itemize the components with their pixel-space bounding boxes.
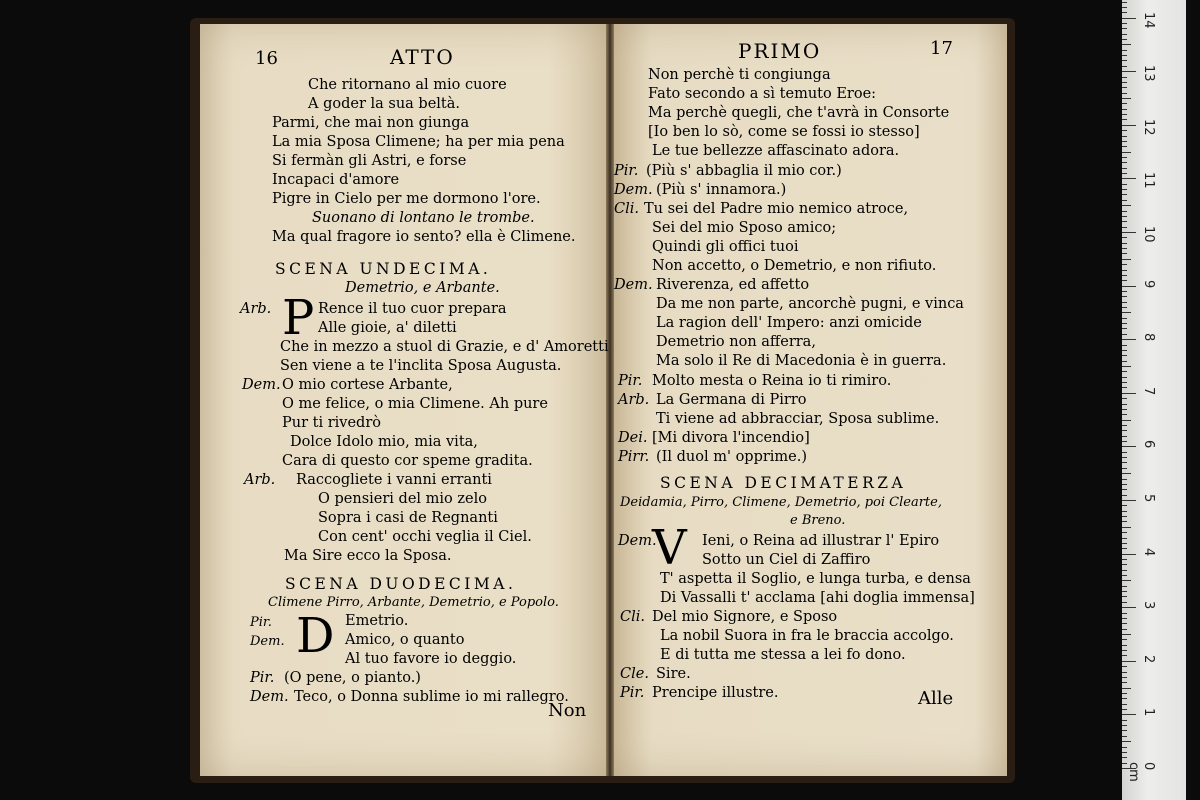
ruler-tick <box>1122 623 1127 624</box>
ruler-tick <box>1122 28 1127 29</box>
ruler-tick <box>1122 698 1127 699</box>
text-line: (O pene, o pianto.) <box>284 670 421 686</box>
text-line: La Germana di Pirro <box>656 392 807 408</box>
ruler-tick <box>1122 18 1136 19</box>
ruler-tick <box>1122 521 1127 522</box>
text-line: Quindi gli offici tuoi <box>652 239 799 255</box>
ruler-tick <box>1122 205 1131 206</box>
ruler-tick <box>1122 393 1136 394</box>
ruler-tick <box>1122 688 1131 689</box>
ruler-tick <box>1122 505 1127 506</box>
ruler-tick <box>1122 264 1127 265</box>
ruler-tick <box>1122 237 1127 238</box>
ruler-tick <box>1122 302 1127 303</box>
text-line: Del mio Signore, e Sposo <box>652 609 838 625</box>
text-line: Ieni, o Reina ad illustrar l' Epiro <box>702 533 940 549</box>
ruler-tick <box>1122 672 1127 673</box>
ruler-tick <box>1122 500 1136 501</box>
ruler-label: 8 <box>1141 333 1156 342</box>
stage-direction: Suonano di lontano le trombe. <box>312 210 535 226</box>
ruler-tick <box>1122 109 1127 110</box>
ruler-tick <box>1122 307 1127 308</box>
text-line: Sopra i casi de Regnanti <box>318 510 498 526</box>
ruler-label: 14 <box>1141 11 1156 29</box>
ruler-label: 7 <box>1141 386 1156 396</box>
ruler-tick <box>1122 103 1127 104</box>
ruler-tick <box>1122 162 1127 163</box>
ruler-tick <box>1122 452 1127 453</box>
ruler-tick <box>1122 409 1127 410</box>
text-line: (Più s' abbaglia il mio cor.) <box>646 163 842 179</box>
ruler-tick <box>1122 339 1136 340</box>
ruler-tick <box>1122 538 1127 539</box>
ruler-tick <box>1122 243 1127 244</box>
ruler-tick <box>1122 709 1127 710</box>
right-page-number: 17 <box>930 38 953 59</box>
ruler-tick <box>1122 184 1127 185</box>
measuring-ruler <box>1122 0 1186 800</box>
ruler-tick <box>1122 366 1131 367</box>
ruler-tick <box>1122 232 1136 233</box>
ruler-tick <box>1122 613 1127 614</box>
speaker: Cli. <box>620 609 645 625</box>
text-line: Ma qual fragore io sento? ella è Climene. <box>272 229 576 245</box>
speaker: Dem. <box>618 533 657 549</box>
ruler-tick <box>1122 77 1127 78</box>
ruler-tick <box>1122 516 1127 517</box>
ruler-label: 10 <box>1141 226 1156 243</box>
ruler-tick <box>1122 430 1127 431</box>
ruler-tick <box>1122 462 1127 463</box>
text-line: [Mi divora l'incendio] <box>652 430 810 446</box>
ruler-tick <box>1122 741 1131 742</box>
ruler-tick <box>1122 350 1127 351</box>
scene-11-title: SCENA UNDECIMA. <box>275 260 492 278</box>
text-line: Sotto un Ciel di Zaffiro <box>702 552 871 568</box>
right-catchword: Alle <box>918 688 954 709</box>
ruler-tick <box>1122 602 1127 603</box>
ruler-tick <box>1122 328 1127 329</box>
ruler-tick <box>1122 677 1127 678</box>
ruler-tick <box>1122 457 1127 458</box>
ruler-label: 4 <box>1141 547 1156 556</box>
ruler-tick <box>1122 591 1127 592</box>
ruler-tick <box>1122 468 1127 469</box>
right-page-header: PRIMO <box>738 39 822 63</box>
left-page-header: ATTO <box>390 45 455 69</box>
ruler-tick <box>1122 44 1131 45</box>
ruler-tick <box>1122 355 1127 356</box>
text-line: La ragion dell' Impero: anzi omicide <box>656 315 922 331</box>
text-line: Ti viene ad abbracciar, Sposa sublime. <box>656 411 940 427</box>
ruler-tick <box>1122 548 1127 549</box>
ruler-tick <box>1122 564 1127 565</box>
text-line: O me felice, o mia Climene. Ah pure <box>282 396 548 412</box>
ruler-tick <box>1122 114 1127 115</box>
ruler-tick <box>1122 7 1127 8</box>
text-line: Riverenza, ed affetto <box>656 277 810 293</box>
ruler-label: 13 <box>1141 65 1156 82</box>
ruler-tick <box>1122 125 1136 126</box>
ruler-tick <box>1122 50 1127 51</box>
text-line: Si fermàn gli Astri, e forse <box>272 153 467 169</box>
ruler-label: 3 <box>1141 601 1156 610</box>
ruler-tick <box>1122 752 1127 753</box>
text-line: Rence il tuo cuor prepara <box>318 301 507 317</box>
speaker: Cle. <box>620 666 649 682</box>
text-line: Incapaci d'amore <box>272 172 400 188</box>
ruler-tick <box>1122 757 1127 758</box>
ruler-tick <box>1122 596 1127 597</box>
ruler-tick <box>1122 211 1127 212</box>
ruler-tick <box>1122 436 1127 437</box>
drop-cap: V <box>652 520 687 576</box>
ruler-tick <box>1122 82 1127 83</box>
ruler-tick <box>1122 98 1131 99</box>
speaker: Pir. <box>620 685 645 701</box>
text-line: Molto mesta o Reina io ti rimiro. <box>652 373 892 389</box>
text-line: Di Vassalli t' acclama [ahi doglia immensa] <box>660 590 975 606</box>
text-line: E di tutta me stessa a lei fo dono. <box>660 647 906 663</box>
text-line: Emetrio. <box>345 613 409 629</box>
ruler-tick <box>1122 489 1127 490</box>
ruler-tick <box>1122 446 1136 447</box>
text-line: Sen viene a te l'inclita Sposa Augusta. <box>280 358 562 374</box>
speaker: Dem. <box>250 689 289 705</box>
speaker: Dem. <box>614 182 653 198</box>
ruler-tick <box>1122 414 1127 415</box>
text-line: Cara di questo cor speme gradita. <box>282 453 533 469</box>
ruler-tick <box>1122 398 1127 399</box>
ruler-label: 0 cm <box>1126 762 1156 782</box>
text-line: Fato secondo a sì temuto Eroe: <box>648 86 877 102</box>
ruler-tick <box>1122 586 1127 587</box>
scene-13-cast: Deidamia, Pirro, Climene, Demetrio, poi Clearte, <box>620 495 942 510</box>
ruler-tick <box>1122 168 1127 169</box>
ruler-tick <box>1122 318 1127 319</box>
speaker: Pir. <box>250 615 272 630</box>
ruler-tick <box>1122 371 1127 372</box>
ruler-tick <box>1122 270 1127 271</box>
speaker: Arb. <box>240 301 272 317</box>
ruler-tick <box>1122 157 1127 158</box>
ruler-tick <box>1122 296 1127 297</box>
speaker: Pir. <box>250 670 275 686</box>
text-line: Amico, o quanto <box>345 632 465 648</box>
ruler-tick <box>1122 55 1127 56</box>
ruler-tick <box>1122 495 1127 496</box>
ruler-tick <box>1122 382 1127 383</box>
ruler-tick <box>1122 543 1127 544</box>
ruler-tick <box>1122 253 1127 254</box>
ruler-tick <box>1122 473 1131 474</box>
speaker: Dem. <box>242 377 281 393</box>
ruler-tick <box>1122 377 1127 378</box>
ruler-tick <box>1122 87 1127 88</box>
speaker: Pir. <box>614 163 639 179</box>
ruler-tick <box>1122 39 1127 40</box>
text-line: Che ritornano al mio cuore <box>308 77 507 93</box>
drop-cap: P <box>282 290 315 346</box>
ruler-tick <box>1122 725 1127 726</box>
ruler-tick <box>1122 634 1131 635</box>
speaker: Pirr. <box>618 449 650 465</box>
ruler-tick <box>1122 141 1127 142</box>
ruler-tick <box>1122 527 1131 528</box>
ruler-tick <box>1122 361 1127 362</box>
text-line: Ma Sire ecco la Sposa. <box>284 548 452 564</box>
ruler-tick <box>1122 194 1127 195</box>
ruler-tick <box>1122 130 1127 131</box>
text-line: Pigre in Cielo per me dormono l'ore. <box>272 191 541 207</box>
ruler-tick <box>1122 714 1136 715</box>
ruler-tick <box>1122 682 1127 683</box>
ruler-tick <box>1122 693 1127 694</box>
ruler-tick <box>1122 425 1127 426</box>
ruler-tick <box>1122 387 1127 388</box>
text-line: Raccogliete i vanni erranti <box>296 472 492 488</box>
ruler-tick <box>1122 420 1131 421</box>
text-line: Ma solo il Re di Macedonia è in guerra. <box>656 353 947 369</box>
scene-12-title: SCENA DUODECIMA. <box>285 575 517 593</box>
ruler-tick <box>1122 511 1127 512</box>
text-line: Dolce Idolo mio, mia vita, <box>290 434 478 450</box>
text-line: Demetrio non afferra, <box>656 334 816 350</box>
ruler-label: 5 <box>1141 494 1156 503</box>
text-line: O pensieri del mio zelo <box>318 491 487 507</box>
text-line: (Più s' innamora.) <box>656 182 787 198</box>
text-line: (Il duol m' opprime.) <box>656 449 808 465</box>
speaker: Dei. <box>618 430 648 446</box>
ruler-tick <box>1122 323 1127 324</box>
ruler-tick <box>1122 248 1127 249</box>
ruler-label: 9 <box>1141 279 1156 288</box>
ruler-tick <box>1122 580 1131 581</box>
ruler-tick <box>1122 221 1127 222</box>
left-catchword: Non <box>548 700 587 721</box>
ruler-tick <box>1122 71 1136 72</box>
scene-13-cast-cont: e Breno. <box>790 513 846 528</box>
ruler-tick <box>1122 216 1127 217</box>
ruler-tick <box>1122 559 1127 560</box>
ruler-tick <box>1122 334 1127 335</box>
book-gutter <box>606 24 614 776</box>
ruler-label: 11 <box>1141 172 1156 189</box>
ruler-tick <box>1122 178 1136 179</box>
speaker: Arb. <box>244 472 276 488</box>
ruler-label: 2 <box>1141 654 1156 664</box>
text-line: Parmi, che mai non giunga <box>272 115 470 131</box>
text-line: [Io ben lo sò, come se fossi io stesso] <box>648 124 920 140</box>
text-line: Sei del mio Sposo amico; <box>652 220 837 236</box>
ruler-tick <box>1122 404 1127 405</box>
ruler-tick <box>1122 345 1127 346</box>
ruler-tick <box>1122 291 1127 292</box>
ruler-tick <box>1122 280 1127 281</box>
ruler-tick <box>1122 704 1127 705</box>
ruler-tick <box>1122 720 1127 721</box>
ruler-tick <box>1122 629 1127 630</box>
text-line: Pur ti rivedrò <box>282 415 381 431</box>
ruler-tick <box>1122 2 1127 3</box>
ruler-tick <box>1122 666 1127 667</box>
text-line: Tu sei del Padre mio nemico atroce, <box>644 201 909 217</box>
ruler-tick <box>1122 312 1131 313</box>
ruler-tick <box>1122 575 1127 576</box>
ruler-tick <box>1122 119 1127 120</box>
ruler-tick <box>1122 66 1127 67</box>
ruler-tick <box>1122 479 1127 480</box>
ruler-tick <box>1122 173 1127 174</box>
speaker: Arb. <box>618 392 650 408</box>
ruler-label: 12 <box>1141 118 1156 136</box>
ruler-tick <box>1122 661 1136 662</box>
text-line: La nobil Suora in fra le braccia accolgo. <box>660 628 954 644</box>
text-line: Sire. <box>656 666 691 682</box>
ruler-tick <box>1122 736 1127 737</box>
ruler-tick <box>1122 730 1127 731</box>
ruler-tick <box>1122 618 1127 619</box>
ruler-tick <box>1122 152 1131 153</box>
ruler-tick <box>1122 227 1127 228</box>
ruler-label: 1 <box>1141 708 1156 717</box>
ruler-tick <box>1122 645 1127 646</box>
ruler-tick <box>1122 639 1127 640</box>
text-line: Ma perchè quegli, che t'avrà in Consorte <box>648 105 950 121</box>
text-line: Che in mezzo a stuol di Grazie, e d' Amoretti <box>280 339 609 355</box>
ruler-tick <box>1122 146 1127 147</box>
text-line: La mia Sposa Climene; ha per mia pena <box>272 134 565 150</box>
speaker: Dem. <box>614 277 653 293</box>
scene-11-cast: Demetrio, e Arbante. <box>345 280 500 296</box>
ruler-tick <box>1122 441 1127 442</box>
speaker: Pir. <box>618 373 643 389</box>
ruler-tick <box>1122 532 1127 533</box>
ruler-tick <box>1122 484 1127 485</box>
scene-12-cast: Climene Pirro, Arbante, Demetrio, e Popolo. <box>268 595 559 610</box>
text-line: T' aspetta il Soglio, e lunga turba, e densa <box>660 571 971 587</box>
text-line: A goder la sua beltà. <box>308 96 461 112</box>
speaker: Dem. <box>250 634 285 649</box>
ruler-tick <box>1122 747 1127 748</box>
ruler-label: 6 <box>1141 440 1156 449</box>
ruler-tick <box>1122 34 1127 35</box>
ruler-tick <box>1122 259 1131 260</box>
ruler-tick <box>1122 93 1127 94</box>
ruler-tick <box>1122 12 1127 13</box>
text-line: Alle gioie, a' diletti <box>318 320 457 336</box>
left-page-number: 16 <box>255 48 278 69</box>
text-line: O mio cortese Arbante, <box>282 377 453 393</box>
ruler-tick <box>1122 60 1127 61</box>
ruler-tick <box>1122 607 1136 608</box>
ruler-tick <box>1122 189 1127 190</box>
scene-13-title: SCENA DECIMATERZA <box>660 474 907 492</box>
ruler-tick <box>1122 136 1127 137</box>
ruler-tick <box>1122 200 1127 201</box>
text-line: Prencipe illustre. <box>652 685 779 701</box>
speaker: Cli. <box>614 201 639 217</box>
ruler-tick <box>1122 286 1136 287</box>
text-line: Non perchè ti congiunga <box>648 67 831 83</box>
text-line: Le tue bellezze affascinato adora. <box>652 143 900 159</box>
ruler-tick <box>1122 650 1127 651</box>
text-line: Teco, o Donna sublime io mi rallegro. <box>294 689 569 705</box>
ruler-tick <box>1122 570 1127 571</box>
text-line: Non accetto, o Demetrio, e non rifiuto. <box>652 258 937 274</box>
text-line: Da me non parte, ancorchè pugni, e vinca <box>656 296 964 312</box>
text-line: Al tuo favore io deggio. <box>345 651 517 667</box>
ruler-tick <box>1122 554 1136 555</box>
drop-cap: D <box>296 608 335 664</box>
ruler-tick <box>1122 275 1127 276</box>
ruler-tick <box>1122 23 1127 24</box>
text-line: Con cent' occhi veglia il Ciel. <box>318 529 532 545</box>
ruler-tick <box>1122 655 1127 656</box>
